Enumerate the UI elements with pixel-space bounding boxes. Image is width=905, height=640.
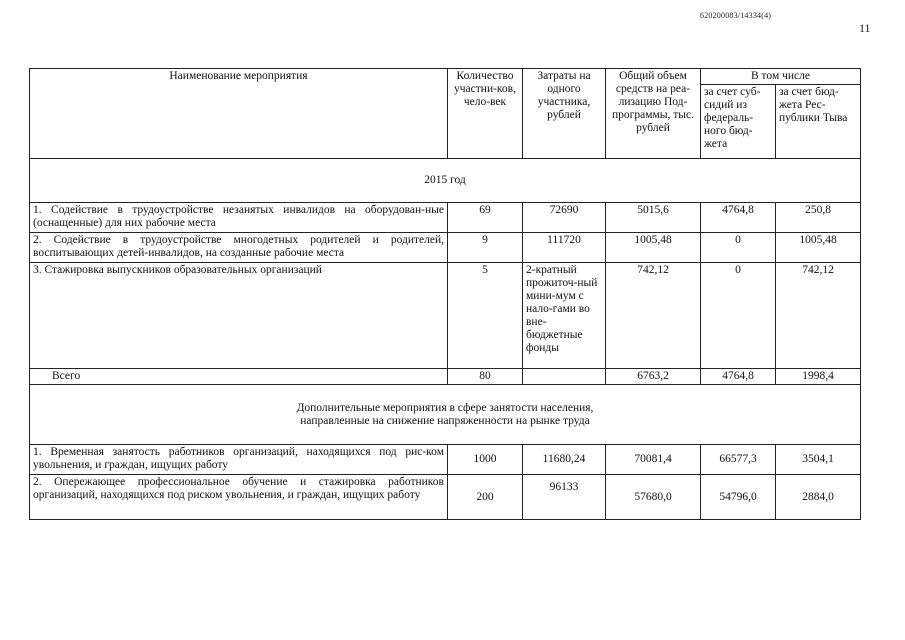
col-header-total: Общий объем средств на реа-лизацию Под-программы, тыс. рублей <box>606 69 701 159</box>
row-count: 69 <box>448 203 523 233</box>
section-title-2015: 2015 год <box>30 159 861 203</box>
row-cost: 11680,24 <box>523 445 606 475</box>
table-header-row <box>30 69 861 85</box>
row-republic: 742,12 <box>776 263 861 369</box>
row-federal: 0 <box>701 263 776 369</box>
row-federal: 0 <box>701 233 776 263</box>
section-title-line-1: Дополнительные мероприятия в сфере занятости населения, <box>296 401 594 414</box>
col-header-republic: за счет бюд-жета Рес-публики Тыва <box>776 85 861 159</box>
row-cost: 96133 <box>523 475 606 520</box>
row-name: 1. Содействие в трудоустройстве незанятых инвалидов на оборудован-ные (оснащенные) для них рабочие места <box>30 203 448 233</box>
document-code: 620200083/14334(4) <box>700 11 772 20</box>
total-count: 80 <box>448 369 523 385</box>
row-total: 742,12 <box>606 263 701 369</box>
total-row <box>30 369 861 385</box>
row-total: 70081,4 <box>606 445 701 475</box>
row-name: 2. Опережающее профессиональное обучение и стажировка работников организаций, находящихся под риском увольнения, и граждан, ищущих работу <box>30 475 448 520</box>
row-cost: 111720 <box>523 233 606 263</box>
col-header-federal: за счет суб-сидий из федераль-ного бюд-жета <box>701 85 776 159</box>
row-republic: 250,8 <box>776 203 861 233</box>
section-title-row <box>30 385 861 445</box>
row-count: 200 <box>448 475 523 520</box>
table-row <box>30 203 861 233</box>
row-total: 5015,6 <box>606 203 701 233</box>
row-federal: 54796,0 <box>701 475 776 520</box>
row-cost: 72690 <box>523 203 606 233</box>
col-header-name: Наименование мероприятия <box>30 69 448 159</box>
col-header-including: В том числе <box>701 69 861 85</box>
section-title-additional <box>30 385 861 445</box>
row-count: 5 <box>448 263 523 369</box>
table-row <box>30 475 861 520</box>
page-number: 11 <box>859 21 871 35</box>
table-row <box>30 445 861 475</box>
col-header-cost: Затраты на одного участника, рублей <box>523 69 606 159</box>
row-name: 2. Содействие в трудоустройстве многодетных родителей и родителей, воспитывающих детей-инвалидов, на созданные рабочие места <box>30 233 448 263</box>
row-republic: 2884,0 <box>776 475 861 520</box>
row-republic: 1005,48 <box>776 233 861 263</box>
row-cost: 2-кратный прожиточ-ный мини-мум с нало-гами во вне-бюджетные фонды <box>523 263 606 369</box>
total-federal: 4764,8 <box>701 369 776 385</box>
total-cost <box>523 369 606 385</box>
row-count: 1000 <box>448 445 523 475</box>
total-sum: 6763,2 <box>606 369 701 385</box>
row-total: 57680,0 <box>606 475 701 520</box>
row-federal: 4764,8 <box>701 203 776 233</box>
section-title-row <box>30 159 861 203</box>
row-name: 3. Стажировка выпускников образовательных организаций <box>30 263 448 369</box>
row-republic: 3504,1 <box>776 445 861 475</box>
col-header-count: Количество участни-ков, чело-век <box>448 69 523 159</box>
row-name: 1. Временная занятость работников организаций, находящихся под рис-ком увольнения, и граждан, ищущих работу <box>30 445 448 475</box>
row-count: 9 <box>448 233 523 263</box>
row-federal: 66577,3 <box>701 445 776 475</box>
measures-table <box>29 68 861 520</box>
total-label: Всего <box>30 369 448 385</box>
total-republic: 1998,4 <box>776 369 861 385</box>
table-row <box>30 233 861 263</box>
section-title-line-2: направленные на снижение напряженности на рынке труда <box>300 414 590 427</box>
row-total: 1005,48 <box>606 233 701 263</box>
table-row <box>30 263 861 369</box>
